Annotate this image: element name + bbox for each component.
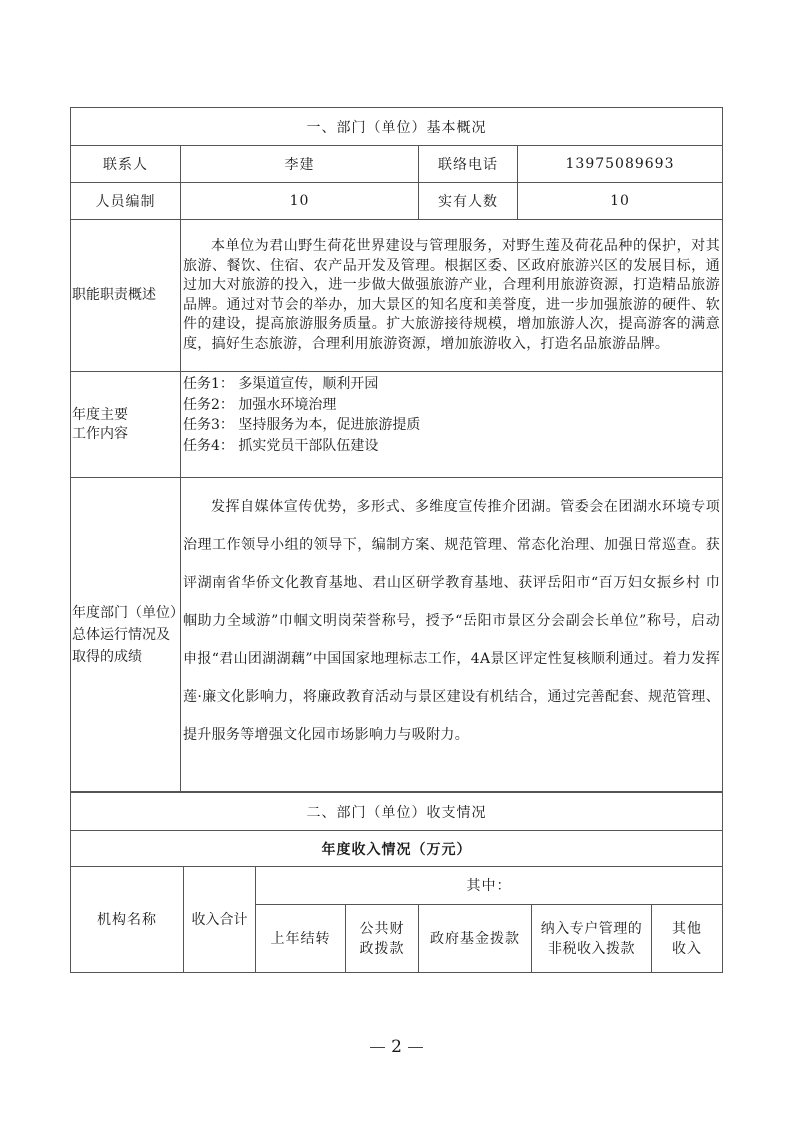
header-other [652,905,723,973]
staffing-label: 人员编制 [71,183,181,220]
tasks-label-line2: 工作内容 [72,425,128,442]
actual-staff-value: 10 [518,183,723,220]
section2-title: 二、部门（单位）收支情况 [71,793,723,831]
page-number: 2 [391,1037,402,1057]
header-public-finance [346,905,419,973]
phone-label: 联络电话 [419,146,518,183]
staffing-value: 10 [181,183,419,220]
task-item: 任务1： 多渠道宣传，顺利开园 [183,376,379,392]
basic-info-table [70,107,723,792]
tasks-label [71,372,181,478]
footer-dash-left [370,1047,385,1048]
tasks-list [181,372,723,478]
duties-text: 本单位为君山野生荷花世界建设与管理服务，对野生莲及荷花品种的保护，对其旅游、餐饮、住宿、农产品开发及管理。根据区委、区政府旅游兴区的发展目标，通过加大对旅游的投入，进一步做大做强旅游产业，合理利用旅游资源，打造精品旅游品牌。通过对节会的举办，加大景区的知名度和美誉度，进一步加强旅游的硬件、软件的建设，提高旅游服务质量。扩大旅游接待规模，增加旅游人次，提高游客的满意度，搞好生态旅游，合理利用旅游资源，增加旅游收入，打造名品旅游品牌。 [181,220,723,372]
header-public-finance-line2: 政拨款 [359,940,405,957]
actual-staff-label: 实有人数 [419,183,518,220]
header-nontax [532,905,652,973]
header-public-finance-line1: 公共财 [359,920,405,937]
results-label: 年度部门（单位）总体运行情况及取得的成绩 [71,478,181,792]
header-nontax-line1: 纳入专户管理的 [540,920,643,937]
results-text: 发挥自媒体宣传优势，多形式、多维度宣传推介团湖。管委会在团湖水环境专项治理工作领导小组的领导下，编制方案、规范管理、常态化治理、加强日常巡查。获评湖南省华侨文化教育基地、君山区研学教育基地、获评岳阳市“百万妇女振乡村 巾帼助力全域游”巾帼文明岗荣誉称号，授予“岳阳市景区分会副会长单位”称号，启动申报“君山团湖湖藕”中国国家地理标志工作，4A景区评定性复核顺利通过。着力发挥莲·廉文化影响力，将廉政教育活动与景区建设有机结合，通过完善配套、规范管理、提升服务等增强文化园市场影响力与吸附力。 [181,478,723,792]
header-other-line1: 其他 [672,920,703,937]
header-of-which: 其中： [256,867,723,905]
income-title: 年度收入情况（万元） [71,831,723,867]
income-table [70,792,723,973]
page-footer [0,1037,793,1057]
header-org-name: 机构名称 [71,867,184,973]
header-nontax-line2: 非税收入拨款 [548,940,635,957]
duties-label: 职能职责概述 [71,220,181,372]
section1-title: 一、部门（单位）基本概况 [71,108,723,146]
contact-value: 李建 [181,146,419,183]
phone-value: 13975089693 [518,146,723,183]
task-item: 任务3： 坚持服务为本，促进旅游提质 [183,417,421,433]
footer-dash-right [408,1047,423,1048]
header-other-line2: 收入 [672,940,703,957]
header-total-income: 收入合计 [184,867,256,973]
task-item: 任务4： 抓实党员干部队伍建设 [183,437,379,454]
contact-label: 联系人 [71,146,181,183]
task-item: 任务2： 加强水环境治理 [183,396,337,413]
header-gov-fund: 政府基金拨款 [419,905,532,973]
tasks-label-line1: 年度主要 [72,406,128,423]
header-carryover: 上年结转 [256,905,346,973]
